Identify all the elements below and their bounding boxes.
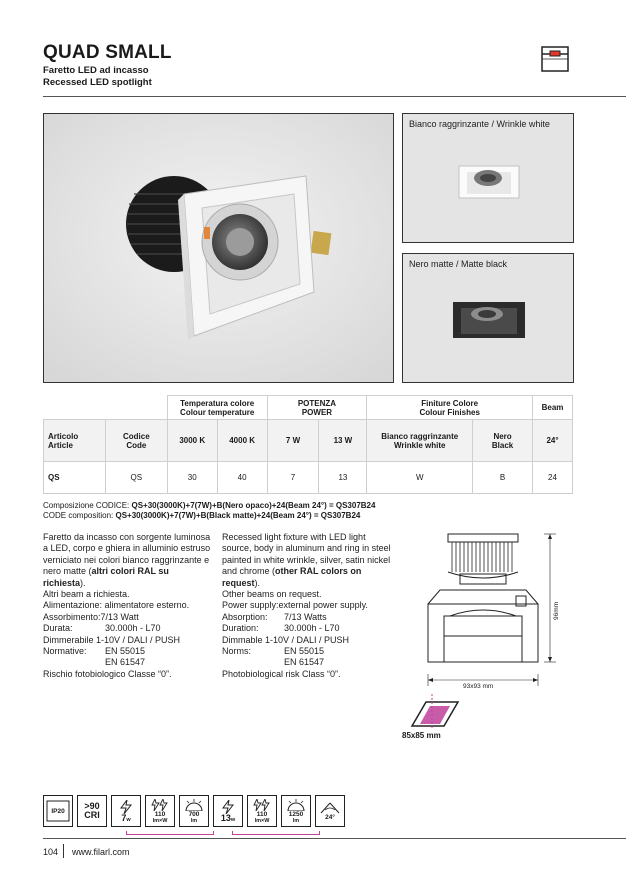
beam-angle-value: 24° [325, 813, 335, 821]
product-photo [43, 113, 394, 383]
ip-rating-icon [43, 795, 73, 827]
description-italian [43, 532, 213, 680]
cell-article: QS [44, 462, 106, 494]
cri-icon [77, 795, 107, 827]
subtitle-italian: Faretto LED ad incasso [43, 65, 149, 76]
finish-white-panel [402, 113, 574, 243]
cell-beam: 24 [532, 462, 572, 494]
desc-it-line: Dimmerabile 1-10V / DALI / PUSH [43, 634, 181, 645]
header-temperature: Temperatura colore Colour temperature [167, 396, 267, 420]
height-dimension: 96mm [553, 601, 560, 620]
finish-black-panel [402, 253, 574, 383]
subheader-black: Nero Black [473, 420, 533, 462]
power-13w-icon [213, 795, 243, 827]
table-row [44, 462, 573, 494]
lumen-700-value: 700 [188, 810, 200, 818]
technical-drawing [404, 524, 594, 744]
subheader-4000k: 4000 K [217, 420, 267, 462]
subheader-13w: 13 W [319, 420, 367, 462]
13w-group-bracket [232, 831, 320, 835]
lumen-1250-icon [281, 795, 311, 827]
product-title: QUAD SMALL [43, 42, 172, 63]
header-beam: Beam [532, 396, 572, 420]
power-13w-unit: w [230, 816, 236, 823]
desc-it-line: Rischio fotobiologico Classe “0”. [43, 668, 172, 679]
cell-4000k: 40 [217, 462, 267, 494]
cell-7w: 7 [267, 462, 319, 494]
beam-angle-icon [315, 795, 345, 827]
footer-separator [63, 844, 64, 858]
desc-it-norms: Normative: EN 55015 [43, 646, 146, 657]
lumen-1250-unit: lm [292, 817, 300, 824]
cri-label: CRI [84, 810, 100, 820]
finish-black-label: Nero matte / Matte black [409, 259, 508, 269]
composition-italian-code: QS+30(3000K)+7(7W)+B(Nero opaco)+24(Beam 24°) = QS307B24 [131, 501, 376, 510]
lumen-1250-value: 1250 [288, 810, 304, 818]
7w-group-bracket [126, 831, 214, 835]
subtitle-english: Recessed LED spotlight [43, 77, 152, 88]
efficacy-icon-2 [247, 795, 277, 827]
width-dimension: 93x93 mm [463, 683, 494, 690]
subheader-article: Articolo Article [44, 420, 106, 462]
desc-it-norms-2: EN 61547 [105, 657, 146, 668]
desc-en-paragraph: Recessed light fixture with LED light source, body in aluminum and ring in steel painted in white wrinkle, silver, satin nickel and chrome (other RAL colors on request). [222, 532, 391, 588]
efficacy-unit: lm×W [152, 817, 168, 824]
desc-en-line: Photobiological risk Class “0”. [222, 668, 341, 679]
cell-13w: 13 [319, 462, 367, 494]
header-finishes: Finiture Colore Colour Finishes [367, 396, 533, 420]
desc-en-absorption: Absorption: 7/13 Watts [222, 611, 327, 622]
subheader-wrinkle-white: Bianco raggrinzante Wrinkle white [367, 420, 473, 462]
desc-en-line: Dimmable 1-10V / DALI / PUSH [222, 634, 350, 645]
composition-english-label: CODE composition: [43, 511, 116, 520]
website-link[interactable]: www.filarl.com [72, 847, 130, 857]
desc-it-paragraph: Faretto da incasso con sorgente luminosa a LED, corpo e ghiera in alluminio estruso verniciato nei colori bianco raggrinzante e nero matte (altri colori RAL su richiesta). [43, 532, 211, 588]
cell-white: W [367, 462, 473, 494]
desc-it-absorption: Assorbimento: 7/13 Watt [43, 611, 139, 622]
power-7w-unit: w [126, 816, 131, 823]
efficacy-value: 110 [154, 810, 166, 818]
desc-it-line: Alimentazione: alimentatore esterno. [43, 600, 190, 611]
header-divider [43, 96, 626, 97]
power-7w-icon [111, 795, 141, 827]
lumen-700-icon [179, 795, 209, 827]
desc-en-power-supply: Power supply: external power supply. [222, 600, 368, 611]
composition-italian [43, 501, 375, 510]
subheader-3000k: 3000 K [167, 420, 217, 462]
power-13w-value: 13 [220, 812, 231, 823]
finish-white-label: Bianco raggrinzante / Wrinkle white [409, 119, 550, 129]
page-number: 104 [43, 847, 59, 857]
efficacy-value-2: 110 [256, 810, 268, 818]
lumen-700-unit: lm [190, 817, 198, 824]
header-power: POTENZA POWER [267, 396, 367, 420]
desc-en-duration: Duration: 30.000h - L70 [222, 623, 340, 634]
subheader-code: Codice Code [105, 420, 167, 462]
spec-table [43, 395, 573, 494]
composition-english-code: QS+30(3000K)+7(7W)+B(Black matte)+24(Beam 24°) = QS307B24 [115, 511, 361, 520]
cell-3000k: 30 [167, 462, 217, 494]
desc-it-line: Altri beam a richiesta. [43, 589, 130, 600]
ip-rating-text: IP20 [51, 807, 65, 815]
desc-en-line: Other beams on request. [222, 589, 322, 600]
recessed-spotlight-icon [541, 46, 569, 72]
subheader-beam: 24° [532, 420, 572, 462]
power-7w-value: 7 [121, 812, 127, 823]
desc-en-norms: Norms: EN 55015 [222, 646, 325, 657]
cutout-dimension: 85x85 mm [402, 731, 441, 740]
footer-divider [43, 838, 626, 839]
cell-code: QS [105, 462, 167, 494]
composition-italian-label: Composizione CODICE: [43, 501, 132, 510]
desc-en-norms-2: EN 61547 [284, 657, 325, 668]
composition-english [43, 511, 360, 520]
desc-it-duration: Durata: 30.000h - L70 [43, 623, 161, 634]
feature-icons [43, 795, 345, 829]
subheader-7w: 7 W [267, 420, 319, 462]
cell-black: B [473, 462, 533, 494]
efficacy-icon [145, 795, 175, 827]
cri-value: >90 [84, 801, 100, 811]
efficacy-unit-2: lm×W [254, 817, 270, 824]
description-english [222, 532, 394, 680]
